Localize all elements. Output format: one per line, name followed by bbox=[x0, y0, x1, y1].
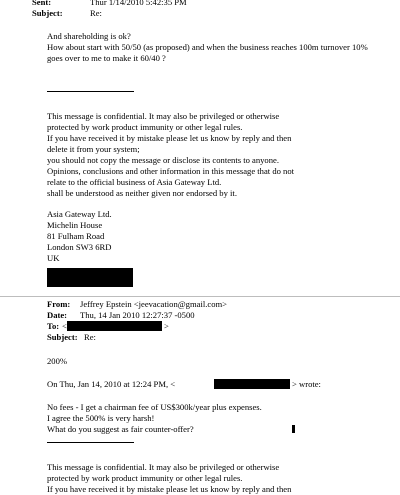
disclaimer-line: This message is confidential. It may also be privileged or otherwise bbox=[47, 111, 280, 121]
subject-value: Re: bbox=[84, 332, 96, 342]
disclaimer-line: This message is confidential. It may also be privileged or otherwise bbox=[47, 462, 280, 472]
subject-label: Subject: bbox=[32, 8, 63, 18]
to-prefix: < bbox=[62, 321, 67, 331]
address-line: Michelin House bbox=[47, 220, 103, 230]
disclaimer-line: delete it from your system; bbox=[47, 144, 140, 154]
subject-label: Subject: bbox=[47, 332, 78, 342]
quote-intro-suffix: > wrote: bbox=[292, 379, 321, 389]
from-value: Jeffrey Epstein <jeevacation@gmail.com> bbox=[80, 299, 228, 309]
to-label: To: bbox=[47, 321, 60, 331]
quoted-line: I agree the 500% is very harsh! bbox=[47, 413, 155, 423]
body-line: And shareholding is ok? bbox=[47, 31, 131, 41]
quoted-line: No fees - I get a chairman fee of US$300k/year plus expenses. bbox=[47, 402, 262, 412]
signature-divider bbox=[47, 91, 134, 92]
date-value: Thu, 14 Jan 2010 12:27:37 -0500 bbox=[80, 310, 195, 320]
subject-value: Re: bbox=[90, 8, 102, 18]
message-separator bbox=[0, 296, 400, 297]
disclaimer-line: you should not copy the message or disclose its contents to anyone. bbox=[47, 155, 279, 165]
redaction-mark bbox=[292, 425, 295, 433]
disclaimer-line: If you have received it by mistake please let us know by reply and then bbox=[47, 484, 292, 494]
body-line: How about start with 50/50 (as proposed) and when the business reaches 100m turnover 10% bbox=[47, 42, 368, 52]
to-suffix: > bbox=[164, 321, 169, 331]
address-line: UK bbox=[47, 253, 60, 263]
sent-value: Thur 1/14/2010 5:42:35 PM bbox=[90, 0, 187, 7]
disclaimer-line: relate to the official business of Asia Gateway Ltd. bbox=[47, 177, 222, 187]
signature-divider bbox=[47, 442, 134, 443]
from-label: From: bbox=[47, 299, 71, 309]
address-line: 81 Fulham Road bbox=[47, 231, 105, 241]
disclaimer-line: protected by work product immunity or other legal rules. bbox=[47, 122, 243, 132]
reply-body: 200% bbox=[47, 356, 68, 366]
disclaimer-line: If you have received it by mistake please let us know by reply and then bbox=[47, 133, 292, 143]
redaction-block bbox=[214, 379, 290, 389]
quote-intro-prefix: On Thu, Jan 14, 2010 at 12:24 PM, < bbox=[47, 379, 176, 389]
redaction-block bbox=[47, 268, 133, 287]
address-line: Asia Gateway Ltd. bbox=[47, 209, 112, 219]
disclaimer-line: protected by work product immunity or other legal rules. bbox=[47, 473, 243, 483]
date-label: Date: bbox=[47, 310, 68, 320]
disclaimer-line: Opinions, conclusions and other information in this message that do not bbox=[47, 166, 295, 176]
quoted-line: What do you suggest as fair counter-offer? bbox=[47, 424, 194, 434]
redaction-block bbox=[67, 321, 162, 331]
address-line: London SW3 6RD bbox=[47, 242, 112, 252]
body-line: goes over to me to make it 60/40 ? bbox=[47, 53, 166, 63]
sent-label: Sent: bbox=[32, 0, 52, 7]
disclaimer-line: shall be understood as neither given nor endorsed by it. bbox=[47, 188, 237, 198]
